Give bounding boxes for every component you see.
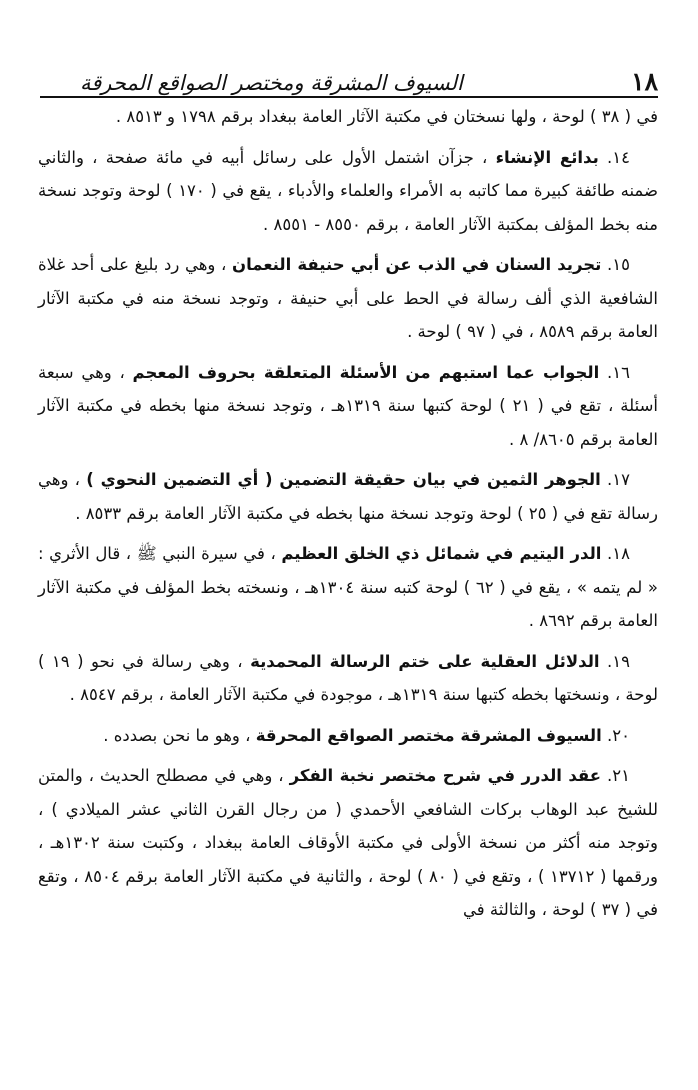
item-number: ١٥.	[607, 255, 630, 274]
item-title: الجوهر الثمين في بيان حقيقة التضمين ( أي التضمين النحوي )	[86, 470, 601, 489]
item-description: ، في سيرة النبي ﷺ ، قال الأثري : « لم يتمه » ، يقع في ( ٦٢ ) لوحة كتبه سنة ١٣٠٤هـ ، ونسخته بخط المؤلف في مكتبة الآثار العامة برقم ٨٦٩٢ .	[38, 544, 658, 630]
list-item-17	[38, 463, 658, 530]
page-header	[40, 48, 658, 94]
item-number: ١٧.	[607, 470, 630, 489]
item-title: عقد الدرر في شرح مختصر نخبة الفكر	[289, 766, 602, 785]
item-description: ، جزآن اشتمل الأول على رسائل أبيه في مائة صفحة ، والثاني ضمنه طائفة كبيرة مما كاتبه به الأمراء والعلماء والأدباء ، يقع في ( ١٧٠ ) لوحة وتوجد نسخة منه بخط المؤلف بمكتبة الآثار العامة ، برقم ٨٥٥٠ - ٨٥٥١ .	[38, 147, 658, 234]
item-description: ، وهي رسالة في نحو ( ١٩ ) لوحة ، ونسختها بخطه كتبها سنة ١٣١٩هـ ، موجودة في مكتبة الآثار العامة ، برقم ٨٥٤٧ .	[38, 651, 658, 704]
item-number: ١٨.	[607, 544, 630, 563]
item-description: ، وهي في مصطلح الحديث ، والمتن للشيخ عبد الوهاب بركات الشافعي الأحمدي ( من رجال القرن الثاني عشر الميلادي ) ، وتوجد منه أكثر من نسخة الأولى في مكتبة الأوقاف العامة ببغداد ، وكتبت سنة ١٣٠٢هـ ، ورقمها ( ١٣٧١٢ ) ، وتقع في ( ٨٠ ) لوحة ، والثانية في مكتبة الآثار العامة برقم ٨٥٠٤ ، وتقع في ( ٣٧ ) لوحة ، والثالثة في	[38, 766, 658, 919]
item-title: تجريد السنان في الذب عن أبي حنيفة النعمان	[232, 255, 602, 274]
item-number: ١٦.	[607, 362, 630, 382]
list-item-20	[38, 719, 658, 753]
list-item-15	[38, 248, 658, 349]
list-item-18	[38, 537, 658, 638]
item-title: بدائع الإنشاء	[495, 147, 599, 167]
item-number: ٢٠.	[607, 725, 630, 745]
body-text	[38, 100, 658, 927]
header-rule	[40, 96, 658, 98]
item-title: السيوف المشرقة مختصر الصواقع المحرقة	[255, 725, 602, 745]
item-number: ١٩.	[607, 651, 630, 671]
item-number: ٢١.	[607, 766, 631, 785]
item-title: الدر اليتيم في شمائل ذي الخلق العظيم	[281, 544, 602, 563]
paragraph-text: في ( ٣٨ ) لوحة ، ولها نسختان في مكتبة الآثار العامة ببغداد برقم ١٧٩٨ و ٨٥١٣ .	[115, 107, 658, 126]
item-title: الجواب عما استبهم من الأسئلة المتعلقة بحروف المعجم	[132, 362, 600, 382]
item-description: ، وهي رد بليغ على أحد غلاة الشافعية الذي ألف رسالة في الحط على أبي حنيفة ، وتوجد نسخة منه في مكتبة الآثار العامة برقم ٨٥٨٩ ، في ( ٩٧ ) لوحة .	[38, 255, 658, 341]
list-item-16	[38, 356, 658, 457]
item-description: ، وهو ما نحن بصدده .	[103, 725, 251, 745]
page-number: ١٨	[631, 67, 658, 96]
list-item-21	[38, 759, 658, 927]
running-title: السيوف المشرقة ومختصر الصواقع المحرقة	[80, 71, 463, 95]
item-description: ، وهي سبعة أسئلة ، تقع في ( ٢١ ) لوحة كتبها سنة ١٣١٩هـ ، وتوجد نسخة منها بخطه في مكتبة الآثار العامة برقم ٨٦٠٥/ ٨ .	[38, 362, 659, 449]
item-title: الدلائل العقلية على ختم الرسالة المحمدية	[250, 651, 600, 671]
list-item-14	[38, 141, 658, 242]
item-number: ١٤.	[607, 147, 631, 167]
list-item-19	[38, 645, 658, 712]
item-description: ، وهي رسالة تقع في ( ٢٥ ) لوحة وتوجد نسخة منها بخطه في مكتبة الآثار العامة برقم ٨٥٣٣ .	[38, 470, 658, 523]
continuation-paragraph	[38, 100, 658, 134]
